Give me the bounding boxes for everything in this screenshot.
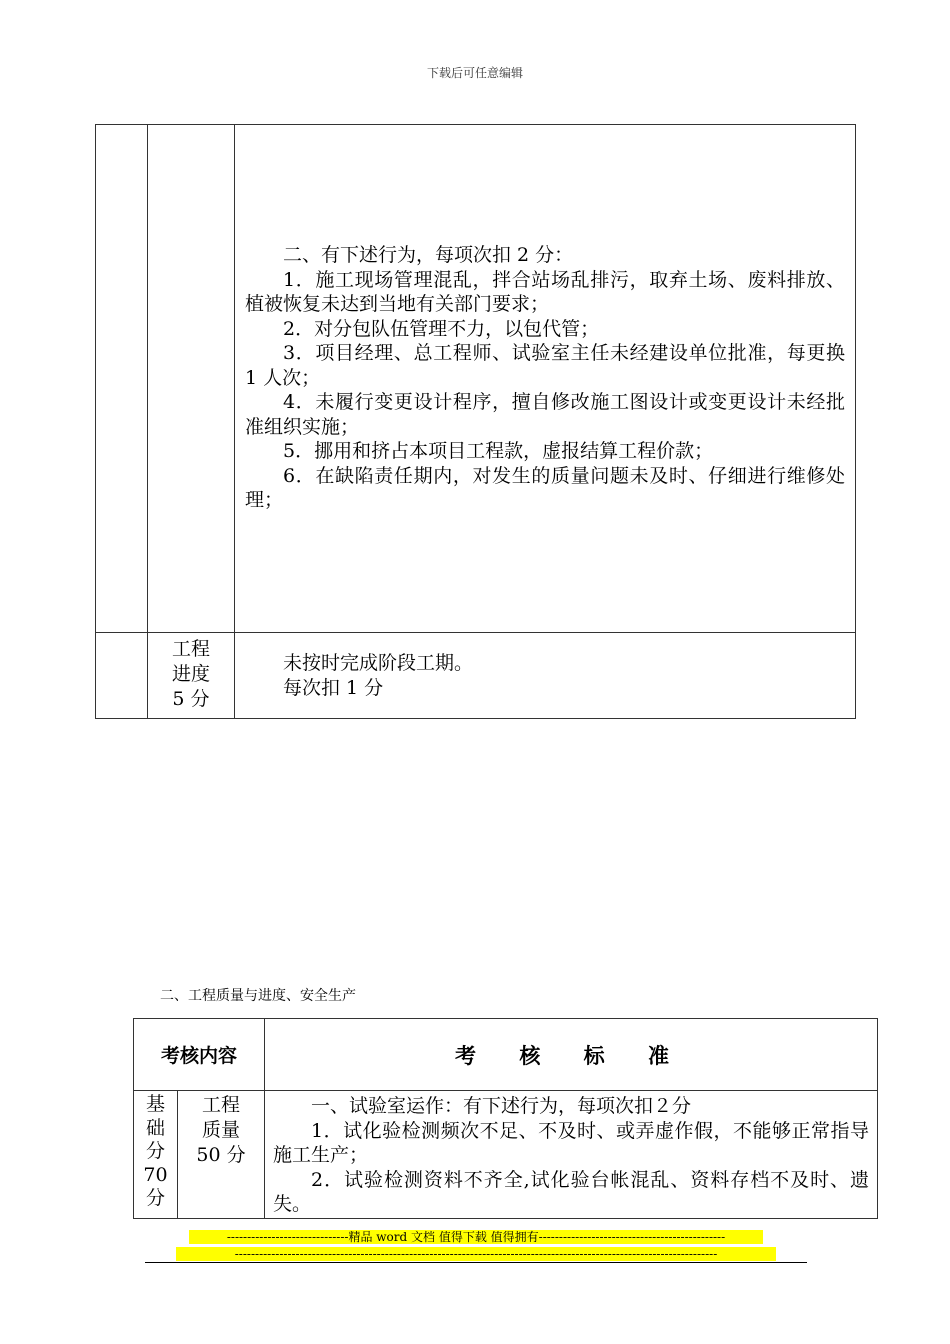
penalty-item: 5．挪用和挤占本项目工程款，虚报结算工程价款； — [283, 440, 714, 462]
header-standard-cell — [265, 1019, 878, 1091]
section-title: 二、工程质量与进度、安全生产 — [160, 988, 356, 1004]
quality-item: 2．试验检测资料不齐全,试化验台帐混乱、资料存档不及时、遗失。 — [273, 1168, 870, 1215]
col2-header: 考 核 标 准 — [455, 1042, 687, 1068]
header-content-cell — [134, 1019, 265, 1091]
penalty-item: 1．施工现场管理混乱，拌合站场乱排污，取弃土场、废料排放、植被恢复未达到当地有关部门要求； — [245, 268, 845, 315]
basic-label-char: 础 — [145, 1116, 165, 1139]
penalty-table — [95, 124, 856, 719]
progress-label-cell — [148, 633, 235, 719]
penalty-heading: 二、有下述行为，每项次扣 2 分： — [283, 244, 574, 266]
footer-banner-line: ------------------------------精品 word 文档 值得下载 值得拥有---------------------------------------------- — [189, 1230, 763, 1244]
basic-label-char: 分 — [145, 1187, 165, 1209]
footer-divider — [145, 1262, 807, 1263]
progress-label-line: 工程 — [171, 638, 210, 660]
penalty-item: 4．未履行变更设计程序，擅自修改施工图设计或变更设计未经批准组织实施； — [245, 391, 845, 438]
progress-text: 未按时完成阶段工期。 — [283, 652, 474, 674]
assessment-table — [133, 1018, 878, 1219]
footer-banner-line: ----------------------------------------------------------------------------------------------------------------------- — [176, 1247, 776, 1261]
col1-header: 考核内容 — [161, 1045, 238, 1067]
empty-subcategory-cell — [148, 125, 235, 633]
penalty-item: 3．项目经理、总工程师、试验室主任未经建设单位批准，每更换 1 人次； — [245, 342, 845, 389]
quality-label-line: 质量 — [202, 1119, 241, 1141]
basic-score-cell — [134, 1091, 178, 1219]
quality-content-cell — [265, 1091, 878, 1219]
quality-label-cell — [178, 1091, 265, 1219]
quality-label-line: 50 分 — [196, 1144, 246, 1166]
progress-content-cell — [235, 633, 856, 719]
progress-text: 每次扣 1 分 — [283, 676, 384, 699]
progress-label-line: 5 分 — [172, 688, 210, 710]
basic-label-char: 70 — [143, 1163, 168, 1186]
header-note: 下载后可任意编辑 — [426, 66, 523, 80]
quality-item: 1．试化验检测频次不足、不及时、或弄虚作假，不能够正常指导施工生产； — [273, 1119, 870, 1166]
penalty-content-cell — [235, 125, 856, 633]
penalty-item: 2．对分包队伍管理不力，以包代管； — [283, 317, 600, 340]
quality-label-line: 工程 — [202, 1094, 241, 1116]
empty-category-cell — [96, 125, 148, 633]
penalty-item: 6．在缺陷责任期内，对发生的质量问题未及时、仔细进行维修处理； — [245, 464, 845, 511]
progress-label-line: 进度 — [171, 663, 210, 685]
footer-banner — [176, 1230, 776, 1264]
basic-label-char: 基 — [145, 1093, 165, 1115]
quality-heading: 一、试验室运作：有下述行为，每项次扣２分 — [311, 1095, 692, 1117]
basic-label-char: 分 — [145, 1140, 165, 1162]
empty-category-cell — [96, 633, 148, 719]
